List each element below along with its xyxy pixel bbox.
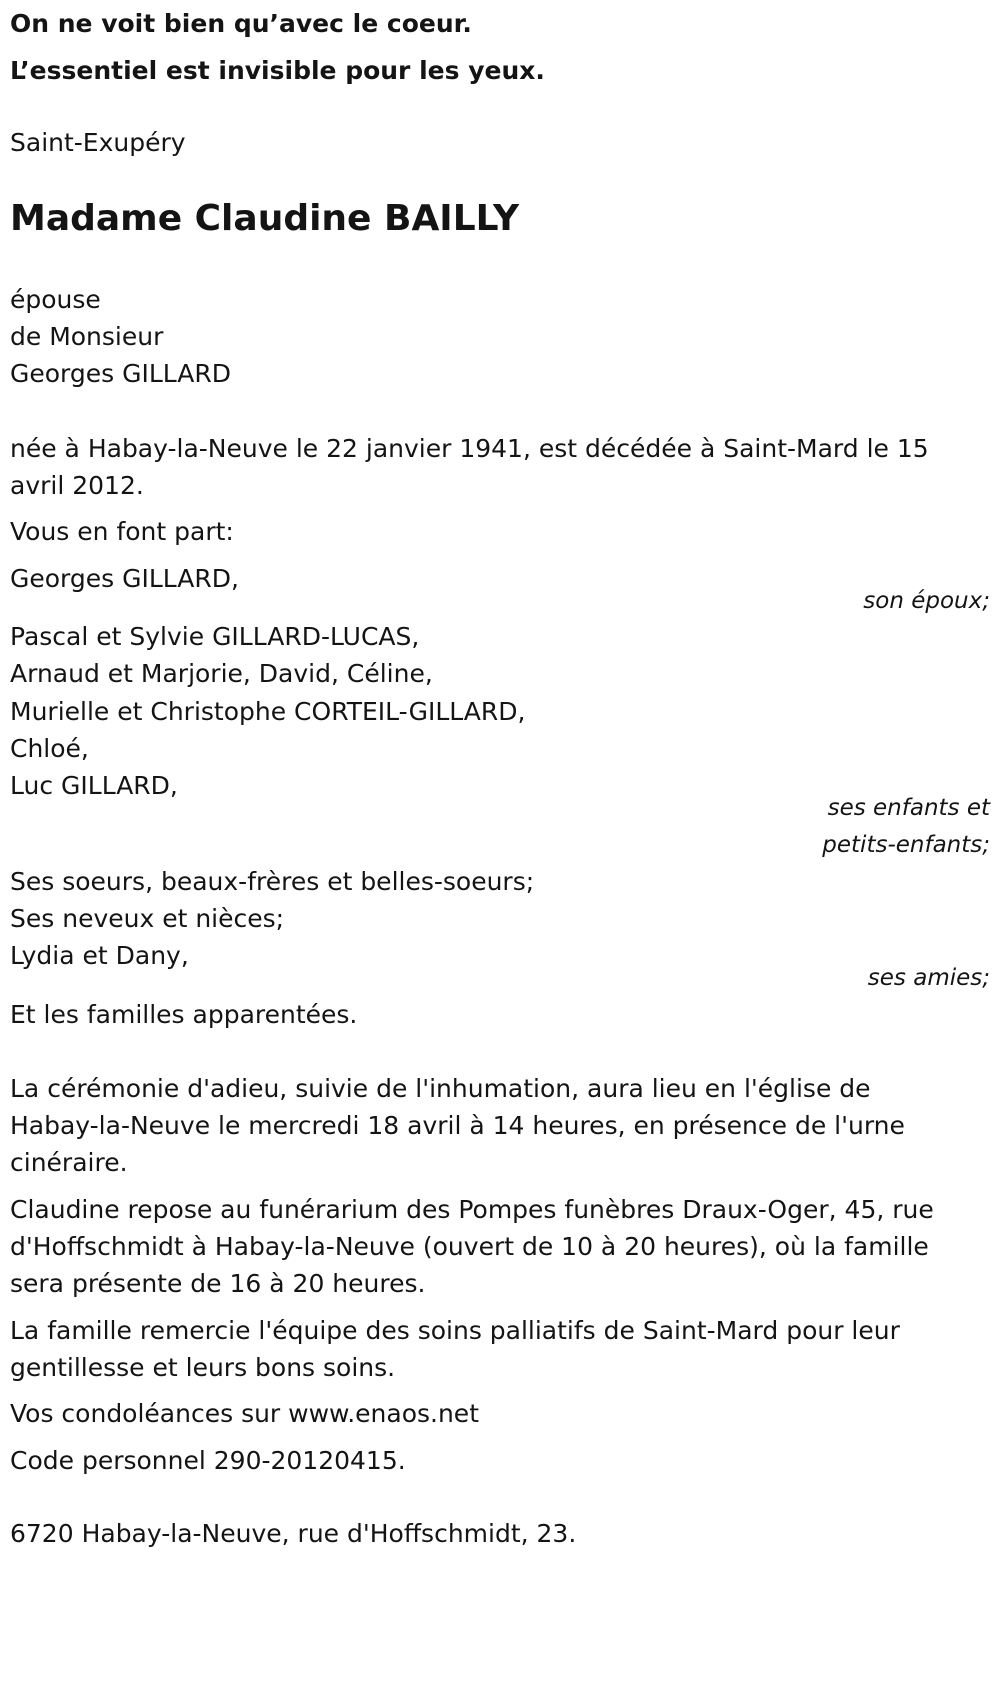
funerarium-line-3: sera présente de 16 à 20 heures. [10, 1269, 426, 1298]
thanks-line-2: gentillesse et leurs bons soins. [10, 1353, 396, 1382]
announcer-spouse: Georges GILLARD, [10, 564, 239, 593]
condolences-line: Vos condoléances sur www.enaos.net [10, 1399, 479, 1428]
announcers-intro: Vous en font part: [10, 517, 234, 546]
spouse-line-3: Georges GILLARD [10, 359, 232, 388]
child-line: Chloé, [10, 734, 89, 763]
personal-code-line: Code personnel 290-20120415. [10, 1446, 406, 1475]
role-spouse: son époux; [863, 588, 990, 614]
child-line: Pascal et Sylvie GILLARD-LUCAS, [10, 622, 420, 651]
quote-line-2: L’essentiel est invisible pour les yeux. [10, 56, 545, 85]
role-children-line-1: ses enfants et [827, 795, 990, 821]
families-line: Et les familles apparentées. [10, 1000, 358, 1029]
quote-line-1: On ne voit bien qu’avec le coeur. [10, 9, 472, 38]
ceremony-line-2: Habay-la-Neuve le mercredi 18 avril à 14 heures, en présence de l'urne [10, 1111, 905, 1140]
funerarium-line-2: d'Hoffschmidt à Habay-la-Neuve (ouvert de 10 à 20 heures), où la famille [10, 1232, 929, 1261]
funerarium-line-1: Claudine repose au funérarium des Pompes funèbres Draux-Oger, 45, rue [10, 1195, 934, 1224]
spouse-line-1: épouse [10, 285, 101, 314]
child-line: Luc GILLARD, [10, 771, 178, 800]
spouse-line-2: de Monsieur [10, 322, 164, 351]
birth-death-line-2: avril 2012. [10, 471, 144, 500]
address-line: 6720 Habay-la-Neuve, rue d'Hoffschmidt, 23. [10, 1519, 577, 1548]
child-line: Arnaud et Marjorie, David, Céline, [10, 659, 433, 688]
birth-death-line-1: née à Habay-la-Neuve le 22 janvier 1941, est décédée à Saint-Mard le 15 [10, 434, 929, 463]
deceased-name: Madame Claudine BAILLY [10, 198, 520, 239]
thanks-line-1: La famille remercie l'équipe des soins palliatifs de Saint-Mard pour leur [10, 1316, 900, 1345]
quote-author: Saint-Exupéry [10, 128, 186, 157]
child-line: Murielle et Christophe CORTEIL-GILLARD, [10, 697, 526, 726]
siblings-line: Ses soeurs, beaux-frères et belles-soeurs; [10, 867, 535, 896]
friends-line: Lydia et Dany, [10, 941, 189, 970]
role-children-line-2: petits-enfants; [822, 832, 990, 858]
ceremony-line-1: La cérémonie d'adieu, suivie de l'inhumation, aura lieu en l'église de [10, 1074, 871, 1103]
role-friends: ses amies; [867, 965, 990, 991]
ceremony-line-3: cinéraire. [10, 1148, 128, 1177]
nephews-line: Ses neveux et nièces; [10, 904, 285, 933]
